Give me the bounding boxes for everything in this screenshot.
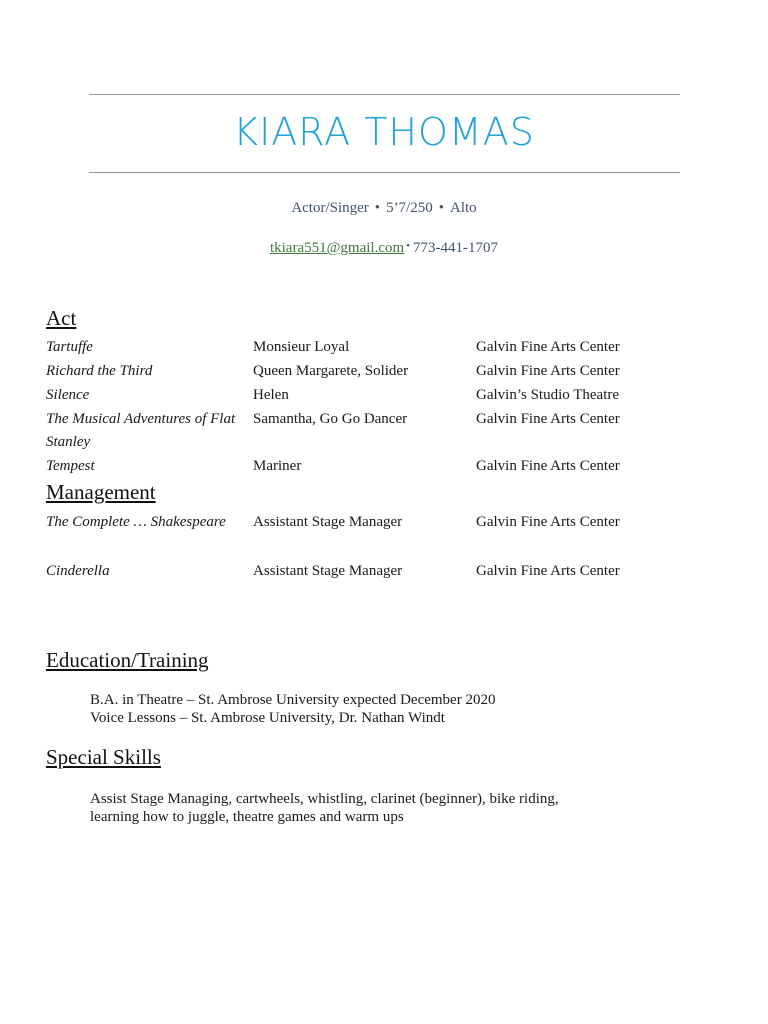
section-heading-act: Act (46, 306, 77, 330)
show-title: Tempest (46, 458, 95, 474)
role-name: Helen (253, 387, 289, 403)
phone-number: 773-441-1707 (413, 240, 499, 256)
bottom-divider (89, 172, 680, 173)
venue-name: Galvin Fine Arts Center (476, 339, 620, 355)
show-title: Tartuffe (46, 339, 93, 355)
venue-name: Galvin Fine Arts Center (476, 363, 620, 379)
stat-voice-type: Alto (450, 200, 477, 216)
role-name: Assistant Stage Manager (253, 563, 403, 579)
show-title: The Complete … Shakespeare (46, 514, 226, 530)
bullet-separator: • (374, 200, 381, 216)
role-name: Assistant Stage Manager (253, 514, 403, 530)
show-title: Silence (46, 387, 90, 403)
top-divider (89, 94, 680, 95)
venue-name: Galvin Fine Arts Center (476, 563, 620, 579)
show-title: Richard the Third (46, 363, 153, 379)
education-line: Voice Lessons – St. Ambrose University, Dr. Nathan Windt (90, 710, 445, 726)
section-heading-management: Management (46, 480, 156, 504)
section-heading-education: Education/Training (46, 648, 209, 672)
skills-text: Assist Stage Managing, cartwheels, whistling, clarinet (beginner), bike riding, learning how to juggle, theatre games and warm ups (90, 791, 559, 825)
performer-name: KIARA THOMAS (233, 110, 535, 154)
venue-name: Galvin Fine Arts Center (476, 514, 620, 530)
role-name: Monsieur Loyal (253, 339, 350, 355)
venue-name: Galvin’s Studio Theatre (476, 387, 620, 403)
education-line: B.A. in Theatre – St. Ambrose University expected December 2020 (90, 692, 496, 708)
role-name: Queen Margarete, Solider (253, 363, 409, 379)
role-name: Mariner (253, 458, 302, 474)
venue-name: Galvin Fine Arts Center (476, 411, 620, 427)
stat-type: Actor/Singer (291, 200, 369, 216)
section-heading-skills: Special Skills (46, 745, 161, 769)
stat-height-weight: 5’7/250 (386, 200, 433, 216)
venue-name: Galvin Fine Arts Center (476, 458, 620, 474)
performer-stats (0, 200, 768, 217)
show-title: The Musical Adventures of Flat Stanley (46, 411, 236, 450)
contact-line (0, 240, 768, 257)
show-title: Cinderella (46, 563, 110, 579)
bullet-separator: • (406, 240, 411, 252)
role-name: Samantha, Go Go Dancer (253, 411, 408, 427)
email-link[interactable]: tkiara551@gmail.com (269, 240, 405, 256)
bullet-separator: • (438, 200, 444, 216)
